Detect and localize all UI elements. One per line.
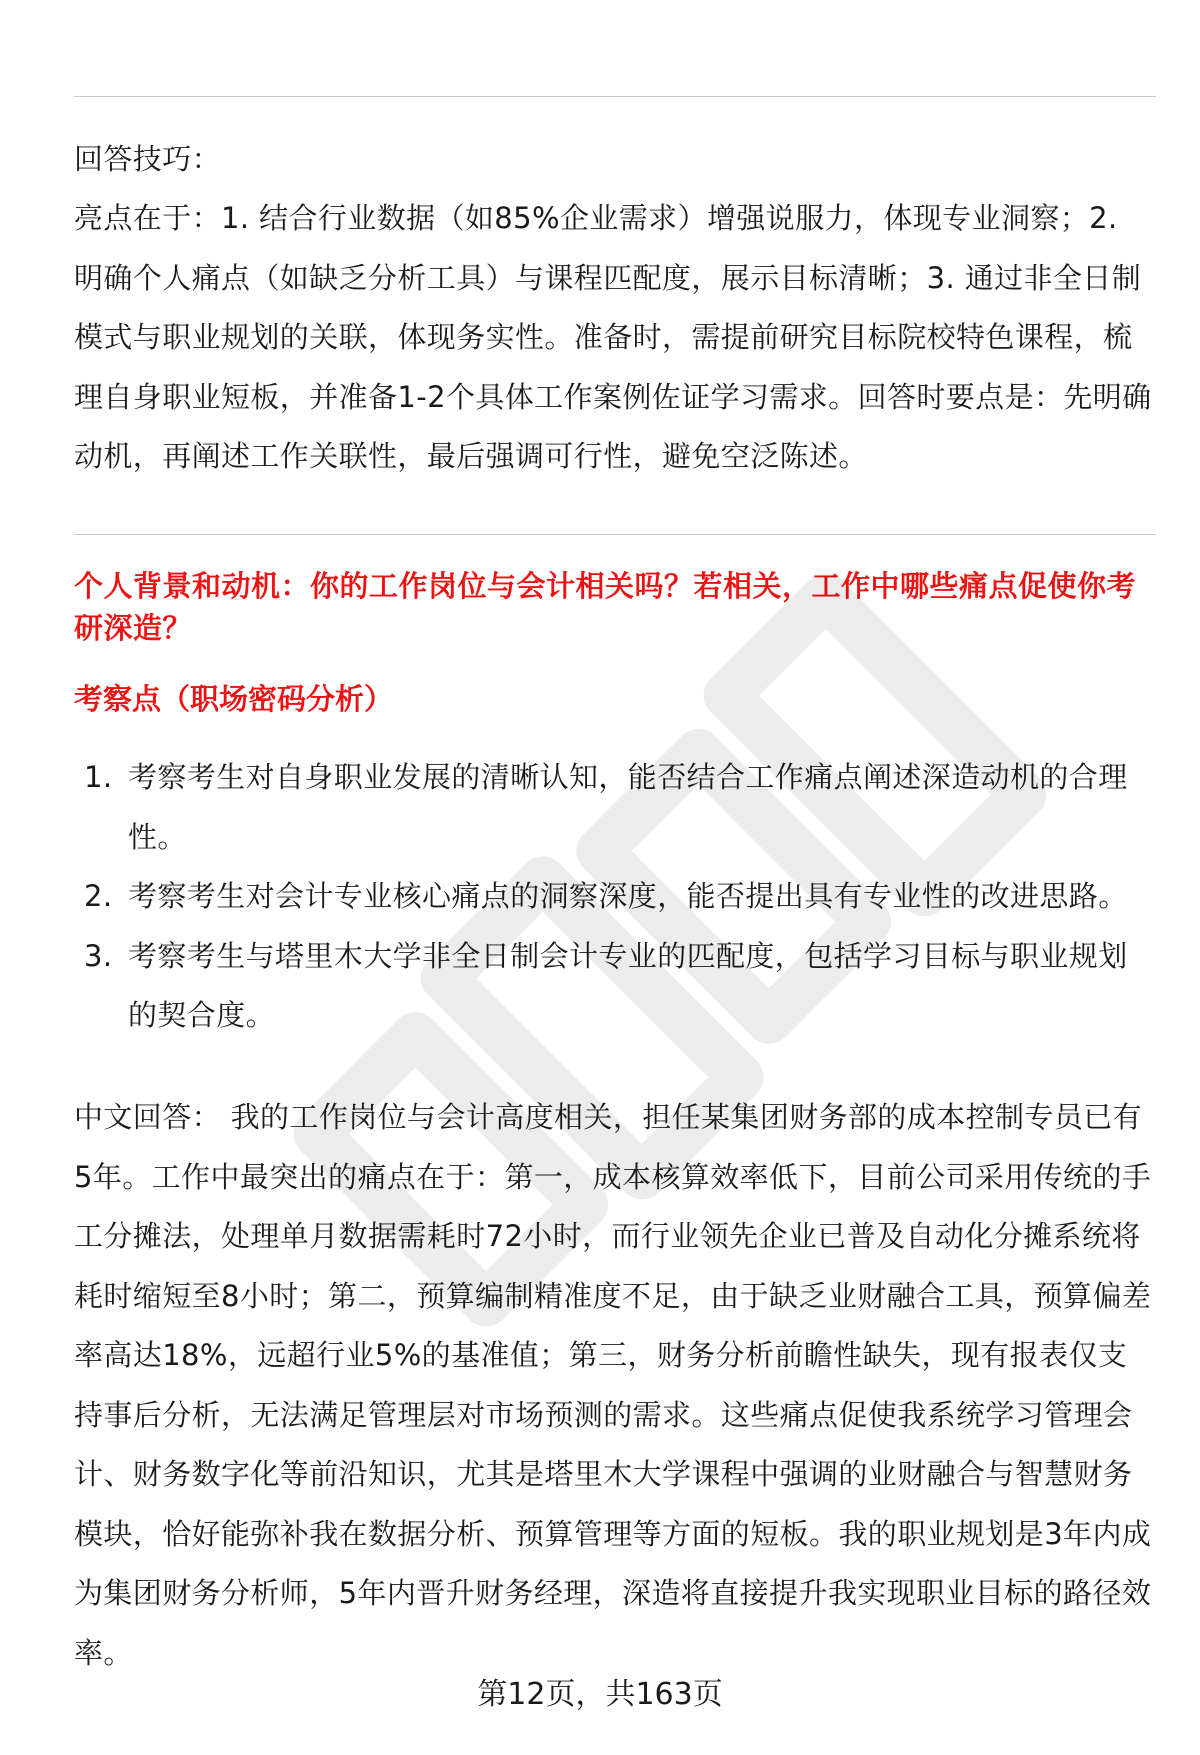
divider-top	[74, 96, 1156, 97]
exam-point-item	[74, 867, 1156, 927]
exam-point-text: 考察考生对会计专业核心痛点的洞察深度，能否提出具有专业性的改进思路。	[128, 879, 1128, 913]
exam-point-number: 3.	[84, 938, 113, 973]
exam-points-title: 考察点（职场密码分析）	[74, 682, 394, 716]
exam-point-text: 考察考生与塔里木大学非全日制会计专业的匹配度，包括学习目标与职业规划的契合度。	[128, 938, 1128, 1032]
page-number-footer: 第12页，共163页	[477, 1677, 723, 1712]
exam-point-item	[74, 927, 1156, 1046]
exam-point-number: 1.	[84, 760, 113, 794]
exam-points-list	[74, 748, 1156, 1046]
divider-middle	[74, 534, 1156, 535]
question-heading: 个人背景和动机：你的工作岗位与会计相关吗？若相关，工作中哪些痛点促使你考研深造？	[74, 569, 1137, 645]
exam-point-item	[74, 748, 1156, 867]
tips-body: 亮点在于：1. 结合行业数据（如85%企业需求）增强说服力，体现专业洞察；2. 明确个人痛点（如缺乏分析工具）与课程匹配度，展示目标清晰；3. 通过非全日制模式与职业规划的关联，体现务实性。准备时，需提前研究目标院校特色课程，梳理自身职业短板，并准备1-2个具体工作案例佐证学习需求。回答时要点是：先明确动机，再阐述工作关联性，最后强调可行性，避免空泛陈述。	[74, 201, 1152, 473]
exam-point-number: 2.	[84, 879, 113, 913]
exam-point-text: 考察考生对自身职业发展的清晰认知，能否结合工作痛点阐述深造动机的合理性。	[128, 760, 1128, 854]
answer-body: 中文回答： 我的工作岗位与会计高度相关，担任某集团财务部的成本控制专员已有5年。工作中最突出的痛点在于：第一，成本核算效率低下，目前公司采用传统的手工分摊法，处理单月数据需耗时72小时，而行业领先企业已普及自动化分摊系统将耗时缩短至8小时；第二，预算编制精准度不足，由于缺乏业财融合工具，预算偏差率高达18%，远超行业5%的基准值；第三，财务分析前瞻性缺失，现有报表仅支持事后分析，无法满足管理层对市场预测的需求。这些痛点促使我系统学习管理会计、财务数字化等前沿知识，尤其是塔里木大学课程中强调的业财融合与智慧财务模块，恰好能弥补我在数据分析、预算管理等方面的短板。我的职业规划是3年内成为集团财务分析师，5年内晋升财务经理，深造将直接提升我实现职业目标的路径效率。	[74, 1100, 1152, 1670]
tips-title: 回答技巧：	[74, 142, 222, 176]
